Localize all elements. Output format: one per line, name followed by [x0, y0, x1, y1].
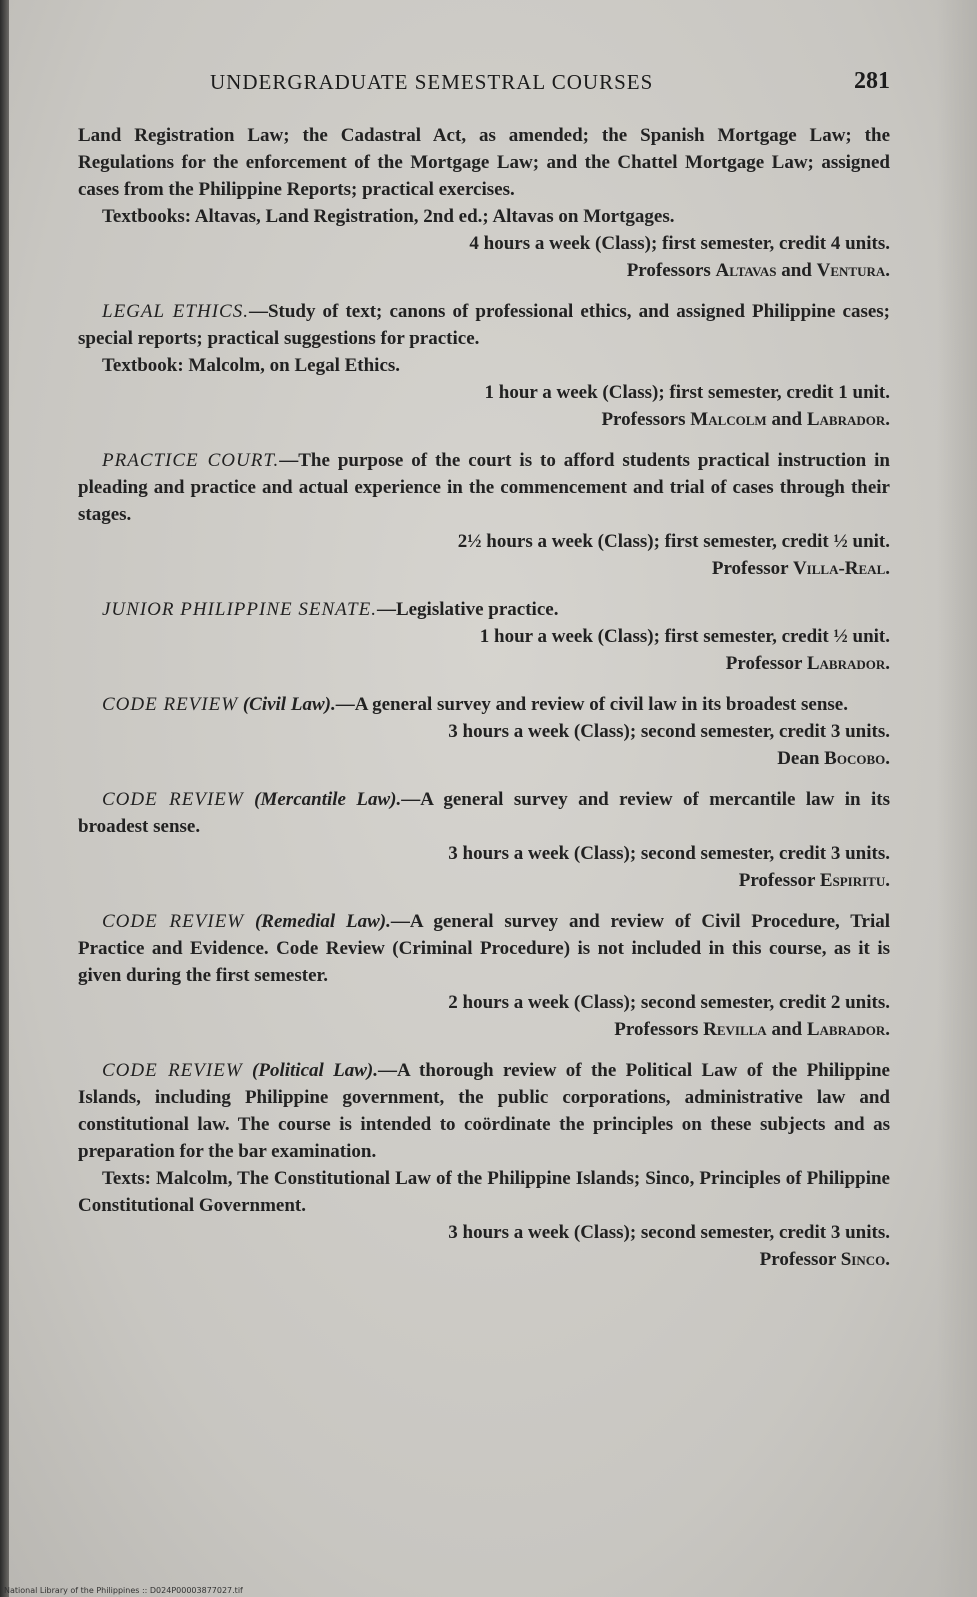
course-description: Land Registration Law; the Cadastral Act, as amended; the Spanish Mortgage Law; the Regulations for the enforcement of the Mortgage Law; and the Chattel Mortgage Law; assigned cases from the Philippine Reports; practical exercises. [78, 125, 890, 200]
course-title: CODE REVIEW [102, 911, 245, 932]
course-hours: 1 hour a week (Class); first semester, credit ½ unit. [479, 626, 890, 647]
course-title: CODE REVIEW [102, 789, 244, 810]
course-description [78, 447, 890, 528]
professor-prefix: Professor [711, 558, 789, 579]
course-title: CODE REVIEW [102, 1060, 243, 1081]
professor-name: Labrador. [806, 653, 890, 674]
course-hours: 3 hours a week (Class); second semester, credit 3 units. [448, 843, 890, 864]
book-spine-shadow [0, 0, 9, 1597]
course-listing [78, 122, 890, 1287]
course-code-review-remedial [78, 908, 890, 1043]
course-text: —Study of text; canons of professional ethics, and assigned Philippine cases; special reports; practical suggestions for practice. [78, 301, 890, 349]
course-title: LEGAL ETHICS. [102, 301, 249, 322]
course-hours: 3 hours a week (Class); second semester, credit 3 units. [448, 721, 890, 742]
course-professors [78, 867, 890, 894]
course-professors [78, 1016, 890, 1043]
professor-prefix: Professors [601, 409, 686, 430]
professor-name: Labrador. [806, 1019, 890, 1040]
course-title: JUNIOR PHILIPPINE SENATE. [102, 599, 377, 620]
course-professors [78, 257, 890, 284]
course-land-registration [78, 122, 890, 284]
course-subtitle: (Political Law). [252, 1060, 378, 1081]
course-title: PRACTICE COURT. [102, 450, 280, 471]
professor-name: Revilla [703, 1019, 767, 1040]
professor-name: Sinco. [840, 1249, 890, 1270]
course-subtitle: (Civil Law). [242, 694, 336, 715]
archive-watermark: National Library of the Philippines :: D024P00003877027.tif [4, 1586, 243, 1595]
course-code-review-civil [78, 691, 890, 772]
course-text: —A general survey and review of mercantile law in its broadest sense. [78, 789, 891, 837]
course-legal-ethics [78, 298, 890, 433]
and-word: and [781, 260, 812, 281]
course-description [78, 596, 890, 623]
course-subtitle: (Mercantile Law). [254, 789, 402, 810]
course-text: —The purpose of the court is to afford students practical instruction in pleading and practice and actual experience in the commencement and trial of cases through their stages. [78, 450, 890, 525]
page-number: 281 [854, 68, 890, 94]
course-description [78, 298, 890, 352]
course-description [78, 786, 890, 840]
professor-name: Altavas [715, 260, 777, 281]
and-word: and [771, 1019, 803, 1040]
course-text: —A general survey and review of Civil Procedure, Trial Practice and Evidence. Code Review (Criminal Procedure) is not included in this course, as it is given during the first semester. [78, 911, 891, 986]
course-textbooks: Textbooks: Altavas, Land Registration, 2nd ed.; Altavas on Mortgages. [102, 206, 675, 227]
course-text: —A thorough review of the Political Law of the Philippine Islands, including Philippine government, the public corporations, administrative law and constitutional law. The course is intended to coördinate the principles on these subjects and as preparation for the bar examination. [78, 1060, 890, 1162]
professor-prefix: Professors [614, 1019, 699, 1040]
course-professors [78, 745, 890, 772]
course-textbook: Textbook: Malcolm, on Legal Ethics. [102, 355, 401, 376]
course-practice-court [78, 447, 890, 582]
course-text: —Legislative practice. [376, 599, 559, 620]
course-description [78, 1057, 890, 1165]
course-junior-senate [78, 596, 890, 677]
course-texts: Texts: Malcolm, The Constitutional Law of the Philippine Islands; Sinco, Principles of Philippine Constitutional Government. [78, 1168, 890, 1216]
professor-prefix: Professor [738, 870, 816, 891]
course-title: CODE REVIEW [102, 694, 239, 715]
professor-prefix: Dean [777, 748, 820, 769]
professor-prefix: Professors [626, 260, 711, 281]
course-professors [78, 650, 890, 677]
professor-prefix: Professor [725, 653, 803, 674]
course-hours: 2 hours a week (Class); second semester, credit 2 units. [448, 992, 890, 1013]
course-description [78, 691, 890, 718]
running-title: UNDERGRADUATE SEMESTRAL COURSES [210, 70, 654, 94]
professor-name: Bocobo. [824, 748, 890, 769]
course-text: —A general survey and review of civil law in its broadest sense. [335, 694, 848, 715]
page-edge-shadow [937, 0, 977, 1597]
professor-name: Labrador. [806, 409, 890, 430]
course-professors [78, 1246, 890, 1273]
course-subtitle: (Remedial Law). [254, 911, 391, 932]
professor-prefix: Professor [759, 1249, 836, 1270]
professor-name: Malcolm [690, 409, 767, 430]
professor-name: Ventura. [816, 260, 890, 281]
course-description [78, 908, 890, 989]
course-hours: 2½ hours a week (Class); first semester, credit ½ unit. [457, 531, 890, 552]
and-word: and [771, 409, 803, 430]
professor-name: Villa-Real. [792, 558, 890, 579]
running-head [80, 70, 890, 100]
course-code-review-mercantile [78, 786, 890, 894]
course-professors [78, 555, 890, 582]
course-code-review-political [78, 1057, 890, 1273]
course-hours: 4 hours a week (Class); first semester, credit 4 units. [469, 233, 890, 254]
course-hours: 1 hour a week (Class); first semester, credit 1 unit. [484, 382, 890, 403]
course-professors [78, 406, 890, 433]
professor-name: Espiritu. [819, 870, 890, 891]
course-hours: 3 hours a week (Class); second semester, credit 3 units. [448, 1222, 890, 1243]
